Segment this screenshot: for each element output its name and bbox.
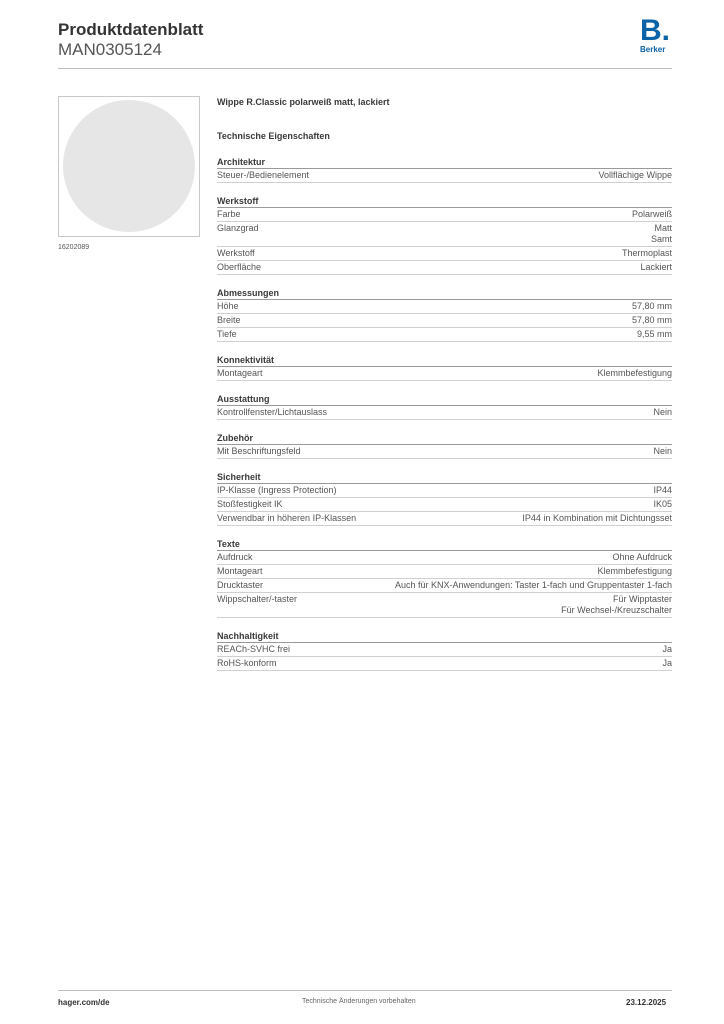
spec-value-line: Ohne Aufdruck — [612, 552, 672, 562]
section-heading: Zubehör — [217, 432, 672, 445]
document-number: MAN0305124 — [58, 40, 162, 59]
spec-value — [335, 407, 672, 418]
spec-row — [217, 208, 672, 222]
spec-row — [217, 657, 672, 671]
product-image — [58, 96, 200, 237]
spec-row — [217, 579, 672, 593]
section-heading: Konnektivität — [217, 354, 672, 367]
spec-value — [291, 499, 672, 510]
spec-value — [305, 594, 672, 616]
rocker-disc-image — [63, 100, 195, 232]
spec-key: Steuer-/Bedienelement — [217, 170, 310, 180]
spec-key: Tiefe — [217, 329, 237, 339]
spec-key: Verwendbar in höheren IP-Klassen — [217, 513, 357, 523]
spec-value — [345, 485, 672, 496]
logo-mark: B. — [640, 14, 671, 47]
spec-value — [271, 566, 672, 577]
spec-row — [217, 222, 672, 247]
spec-value-line: Nein — [653, 446, 672, 456]
spec-value — [309, 446, 672, 457]
spec-key: Breite — [217, 315, 241, 325]
spec-key: Werkstoff — [217, 248, 255, 258]
spec-row — [217, 484, 672, 498]
spec-value-line: Auch für KNX-Anwendungen: Taster 1-fach und Gruppentaster 1-fach — [395, 580, 672, 590]
spec-row — [217, 169, 672, 183]
spec-row — [217, 498, 672, 512]
spec-key: Kontrollfenster/Lichtauslass — [217, 407, 328, 417]
berker-logo — [640, 16, 676, 56]
spec-value-line: Klemmbefestigung — [597, 566, 672, 576]
spec-value — [271, 368, 672, 379]
spec-value-line: 57,80 mm — [631, 301, 672, 311]
section-heading: Architektur — [217, 156, 672, 169]
spec-row — [217, 300, 672, 314]
spec-key: Oberfläche — [217, 262, 262, 272]
spec-key: Wippschalter/-taster — [217, 594, 298, 604]
spec-value-line: Für Wechsel-/Kreuzschalter — [561, 605, 672, 615]
spec-value — [298, 644, 672, 655]
product-name: Wippe R.Classic polarweiß matt, lackiert — [217, 97, 390, 107]
spec-key: Montageart — [217, 368, 263, 378]
spec-value-line: Nein — [653, 407, 672, 417]
logo-text: Berker — [640, 45, 666, 54]
image-code: 16202089 — [58, 244, 90, 251]
spec-row — [217, 247, 672, 261]
spec-value — [267, 223, 672, 245]
spec-value — [317, 170, 672, 181]
spec-row — [217, 551, 672, 565]
spec-value-line: IK05 — [653, 499, 672, 509]
spec-key: Glanzgrad — [217, 223, 259, 233]
spec-value — [249, 315, 672, 326]
footer-date: 23.12.2025 — [626, 998, 667, 1007]
spec-value-line: IP44 in Kombination mit Dichtungsset — [522, 513, 672, 523]
spec-key: Stoßfestigkeit IK — [217, 499, 283, 509]
spec-row — [217, 512, 672, 526]
spec-value-line: Ja — [662, 644, 672, 654]
spec-key: RoHS-konform — [217, 658, 277, 668]
spec-row — [217, 445, 672, 459]
section-heading: Nachhaltigkeit — [217, 630, 672, 643]
spec-value — [269, 262, 672, 273]
spec-content — [217, 96, 672, 671]
spec-row — [217, 593, 672, 618]
spec-value-line: Vollflächige Wippe — [598, 170, 672, 180]
spec-row — [217, 261, 672, 275]
spec-key: Höhe — [217, 301, 239, 311]
spec-value — [364, 513, 672, 524]
spec-value-line: Für Wipptaster — [612, 594, 672, 604]
spec-value-line: Klemmbefestigung — [597, 368, 672, 378]
spec-key: Drucktaster — [217, 580, 264, 590]
footer-note: Technische Änderungen vorbehalten — [302, 998, 416, 1005]
footer-website: hager.com/de — [58, 998, 110, 1007]
section-heading: Ausstattung — [217, 393, 672, 406]
spec-key: Farbe — [217, 209, 241, 219]
section-heading: Sicherheit — [217, 471, 672, 484]
spec-key: IP-Klasse (Ingress Protection) — [217, 485, 337, 495]
document-header — [58, 20, 203, 60]
spec-row — [217, 406, 672, 420]
section-heading: Abmessungen — [217, 287, 672, 300]
spec-row — [217, 314, 672, 328]
spec-value-line: 9,55 mm — [636, 329, 672, 339]
spec-key: REACh-SVHC frei — [217, 644, 291, 654]
footer-divider — [58, 990, 672, 991]
section-heading: Werkstoff — [217, 195, 672, 208]
spec-value — [263, 248, 672, 259]
spec-value-line: IP44 — [653, 485, 672, 495]
section-heading: Texte — [217, 538, 672, 551]
spec-value — [261, 552, 672, 563]
spec-value — [247, 301, 672, 312]
spec-row — [217, 328, 672, 342]
spec-sections — [217, 156, 672, 671]
spec-row — [217, 367, 672, 381]
spec-key: Aufdruck — [217, 552, 253, 562]
page-title: Produktdatenblatt — [58, 20, 204, 39]
spec-value-line: 57,80 mm — [631, 315, 672, 325]
header-divider — [58, 68, 672, 69]
spec-key: Montageart — [217, 566, 263, 576]
spec-value — [285, 658, 672, 669]
spec-row — [217, 643, 672, 657]
spec-value — [271, 580, 672, 591]
spec-key: Mit Beschriftungsfeld — [217, 446, 301, 456]
spec-value-line: Ja — [662, 658, 672, 668]
spec-value-line: Polarweiß — [631, 209, 672, 219]
spec-value-line: Thermoplast — [621, 248, 672, 258]
spec-value-line: Matt — [654, 223, 672, 233]
spec-value-line: Lackiert — [640, 262, 672, 272]
spec-row — [217, 565, 672, 579]
spec-value — [249, 209, 672, 220]
tech-properties-heading: Technische Eigenschaften — [217, 131, 330, 141]
spec-value — [245, 329, 672, 340]
spec-value-line: Samt — [650, 234, 672, 244]
